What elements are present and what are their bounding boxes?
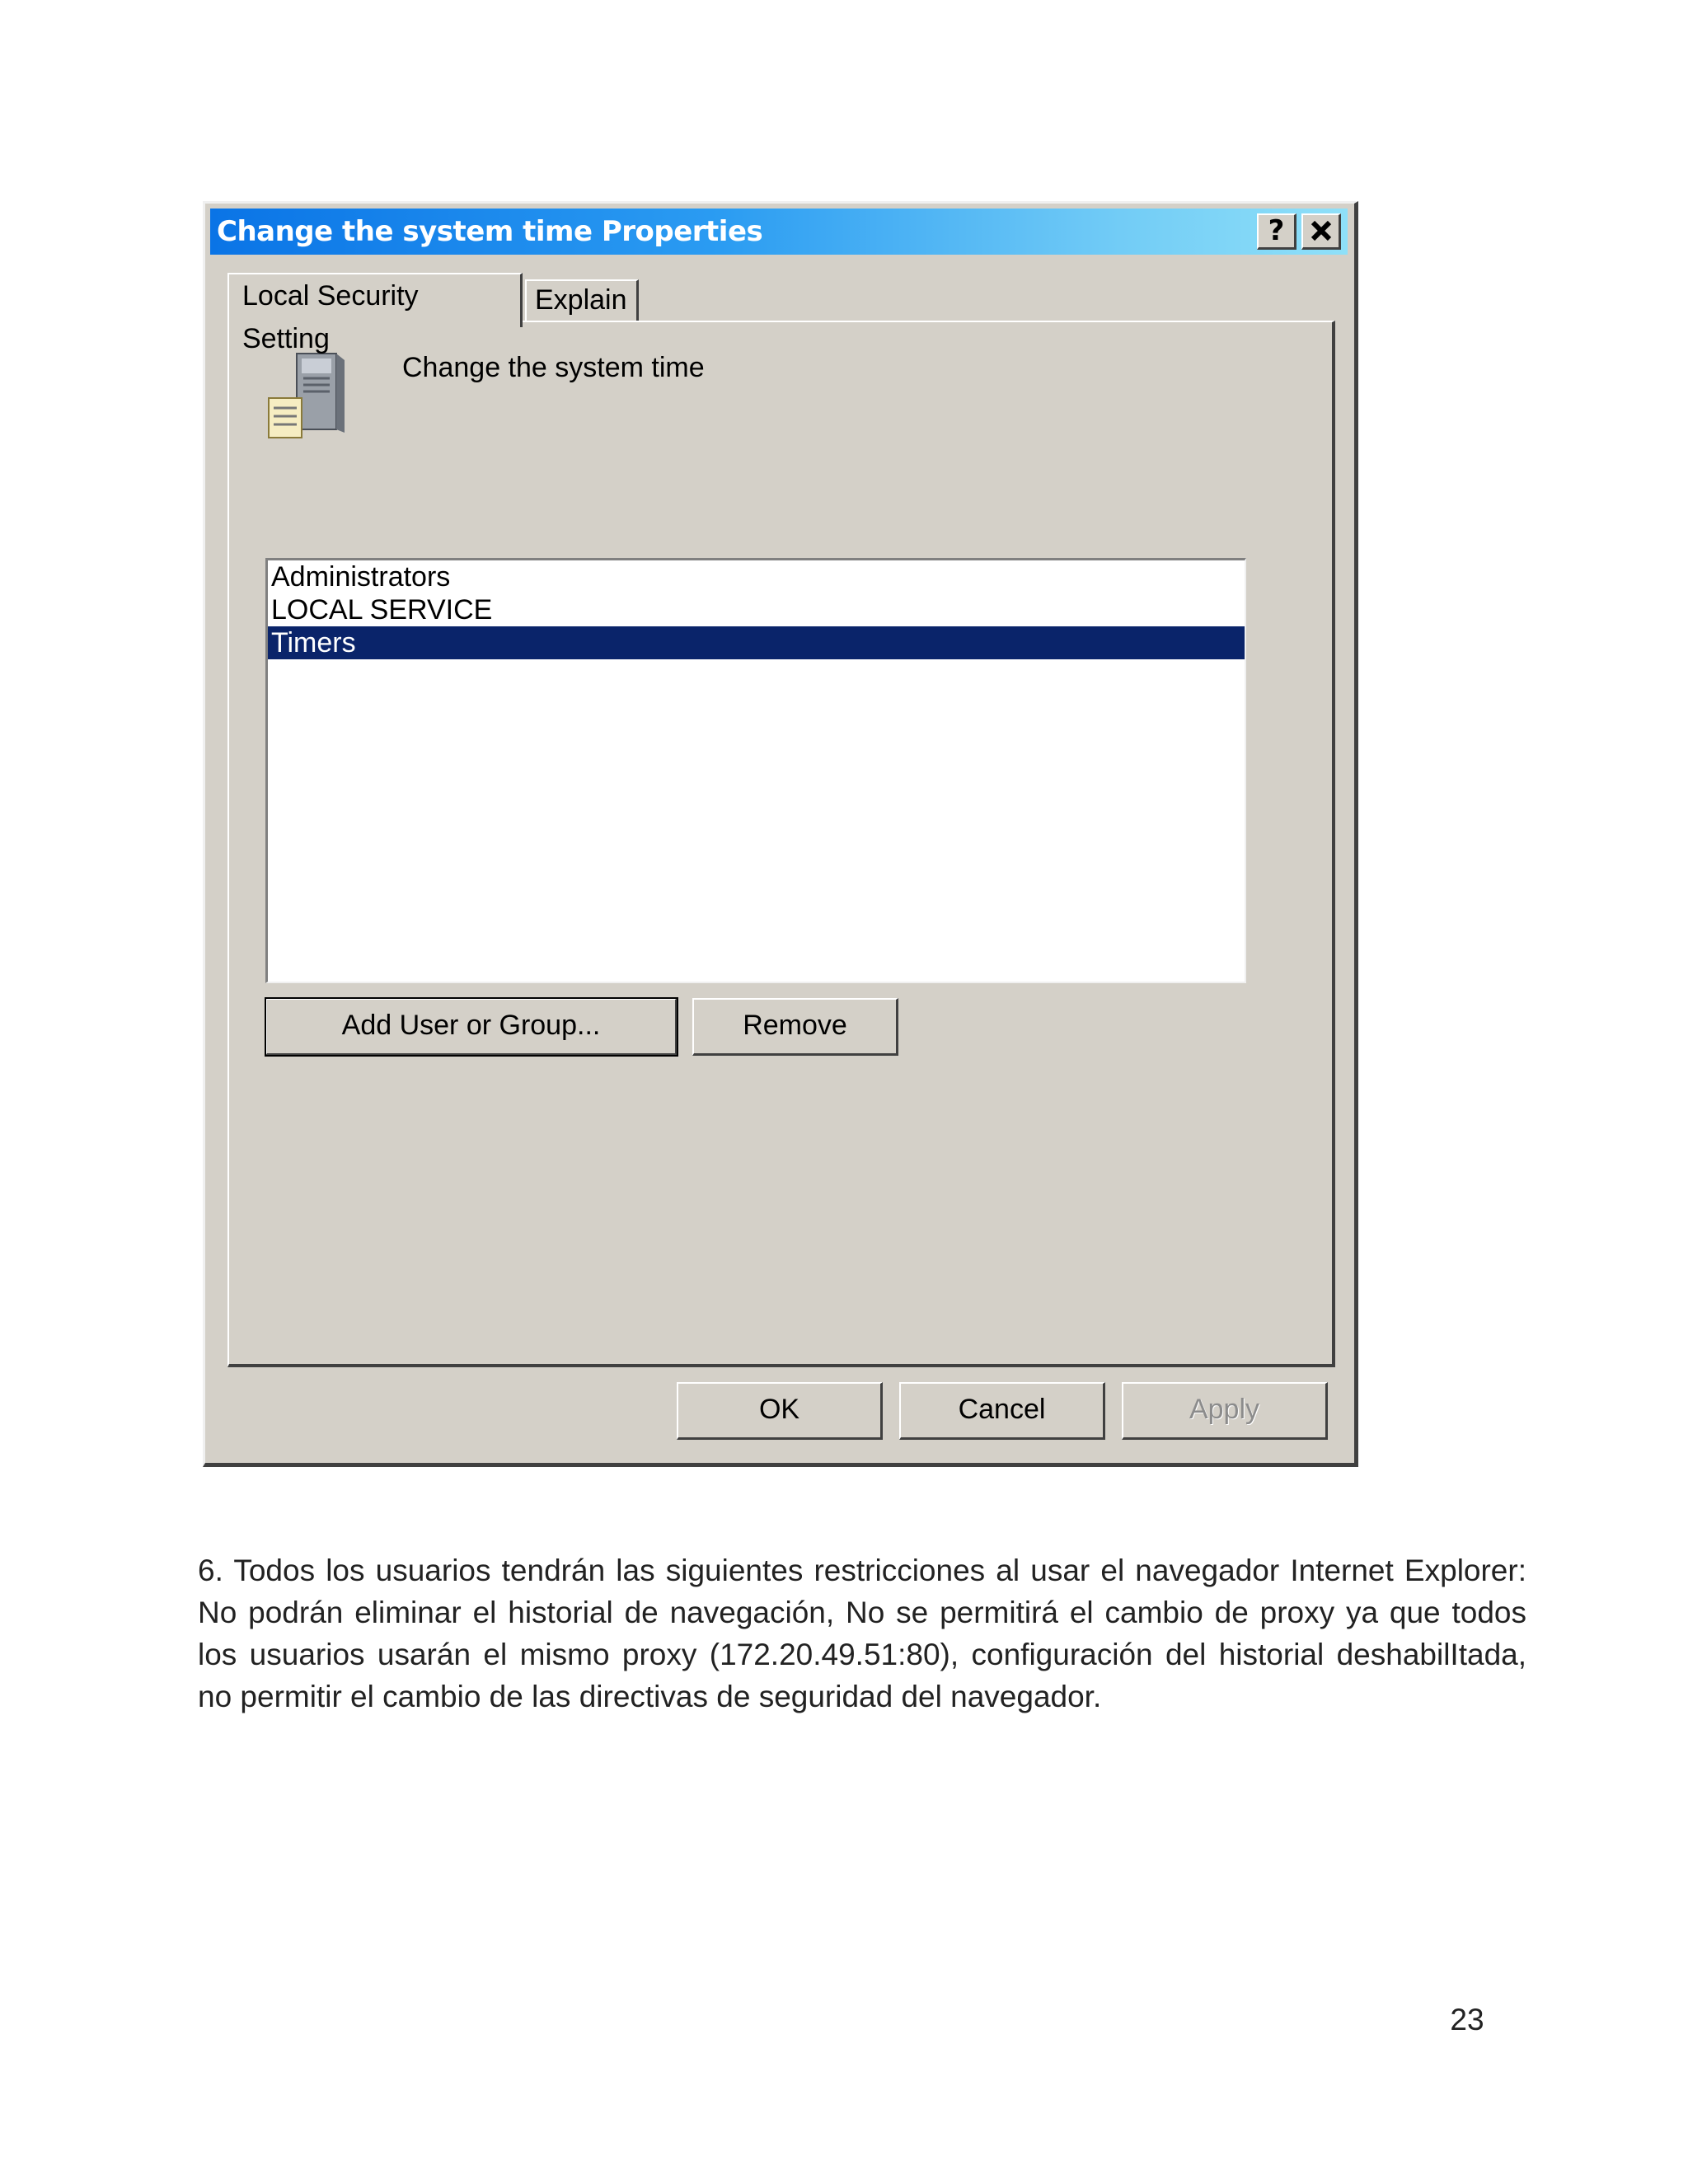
cancel-button[interactable]: Cancel (899, 1382, 1105, 1440)
document-paragraph: 6. Todos los usuarios tendrán las siguientes restricciones al usar el navegador Internet Explorer: No podrán eliminar el historial de navegación, No se permitirá el cambio de proxy ya que todos los usuarios usarán el mismo proxy (172.20.49.51:80), configuración del historial deshabilItada, no permitir el cambio de las directivas de seguridad del navegador. (198, 1554, 1526, 1713)
list-item[interactable]: Administrators (271, 561, 451, 593)
remove-button[interactable]: Remove (692, 998, 898, 1056)
tab-local-security-setting[interactable]: Local Security Setting (227, 273, 523, 327)
accounts-listbox[interactable] (265, 558, 1246, 983)
close-icon (1309, 218, 1334, 243)
list-item-selected[interactable]: Timers (268, 626, 1245, 659)
list-item[interactable]: LOCAL SERVICE (271, 594, 493, 626)
title-bar[interactable] (210, 209, 1348, 255)
help-button[interactable]: ? (1257, 213, 1296, 250)
tab-explain[interactable]: Explain (525, 279, 639, 327)
tab-panel (227, 321, 1335, 1367)
dialog-title: Change the system time Properties (217, 215, 763, 248)
apply-button[interactable]: Apply (1122, 1382, 1328, 1440)
close-button[interactable] (1301, 213, 1341, 250)
ok-button[interactable]: OK (677, 1382, 883, 1440)
properties-dialog (203, 201, 1358, 1467)
policy-name: Change the system time (402, 352, 705, 383)
page-number: 23 (1450, 2003, 1484, 2036)
server-policy-icon (264, 350, 346, 441)
add-user-or-group-button[interactable]: Add User or Group... (265, 998, 678, 1056)
